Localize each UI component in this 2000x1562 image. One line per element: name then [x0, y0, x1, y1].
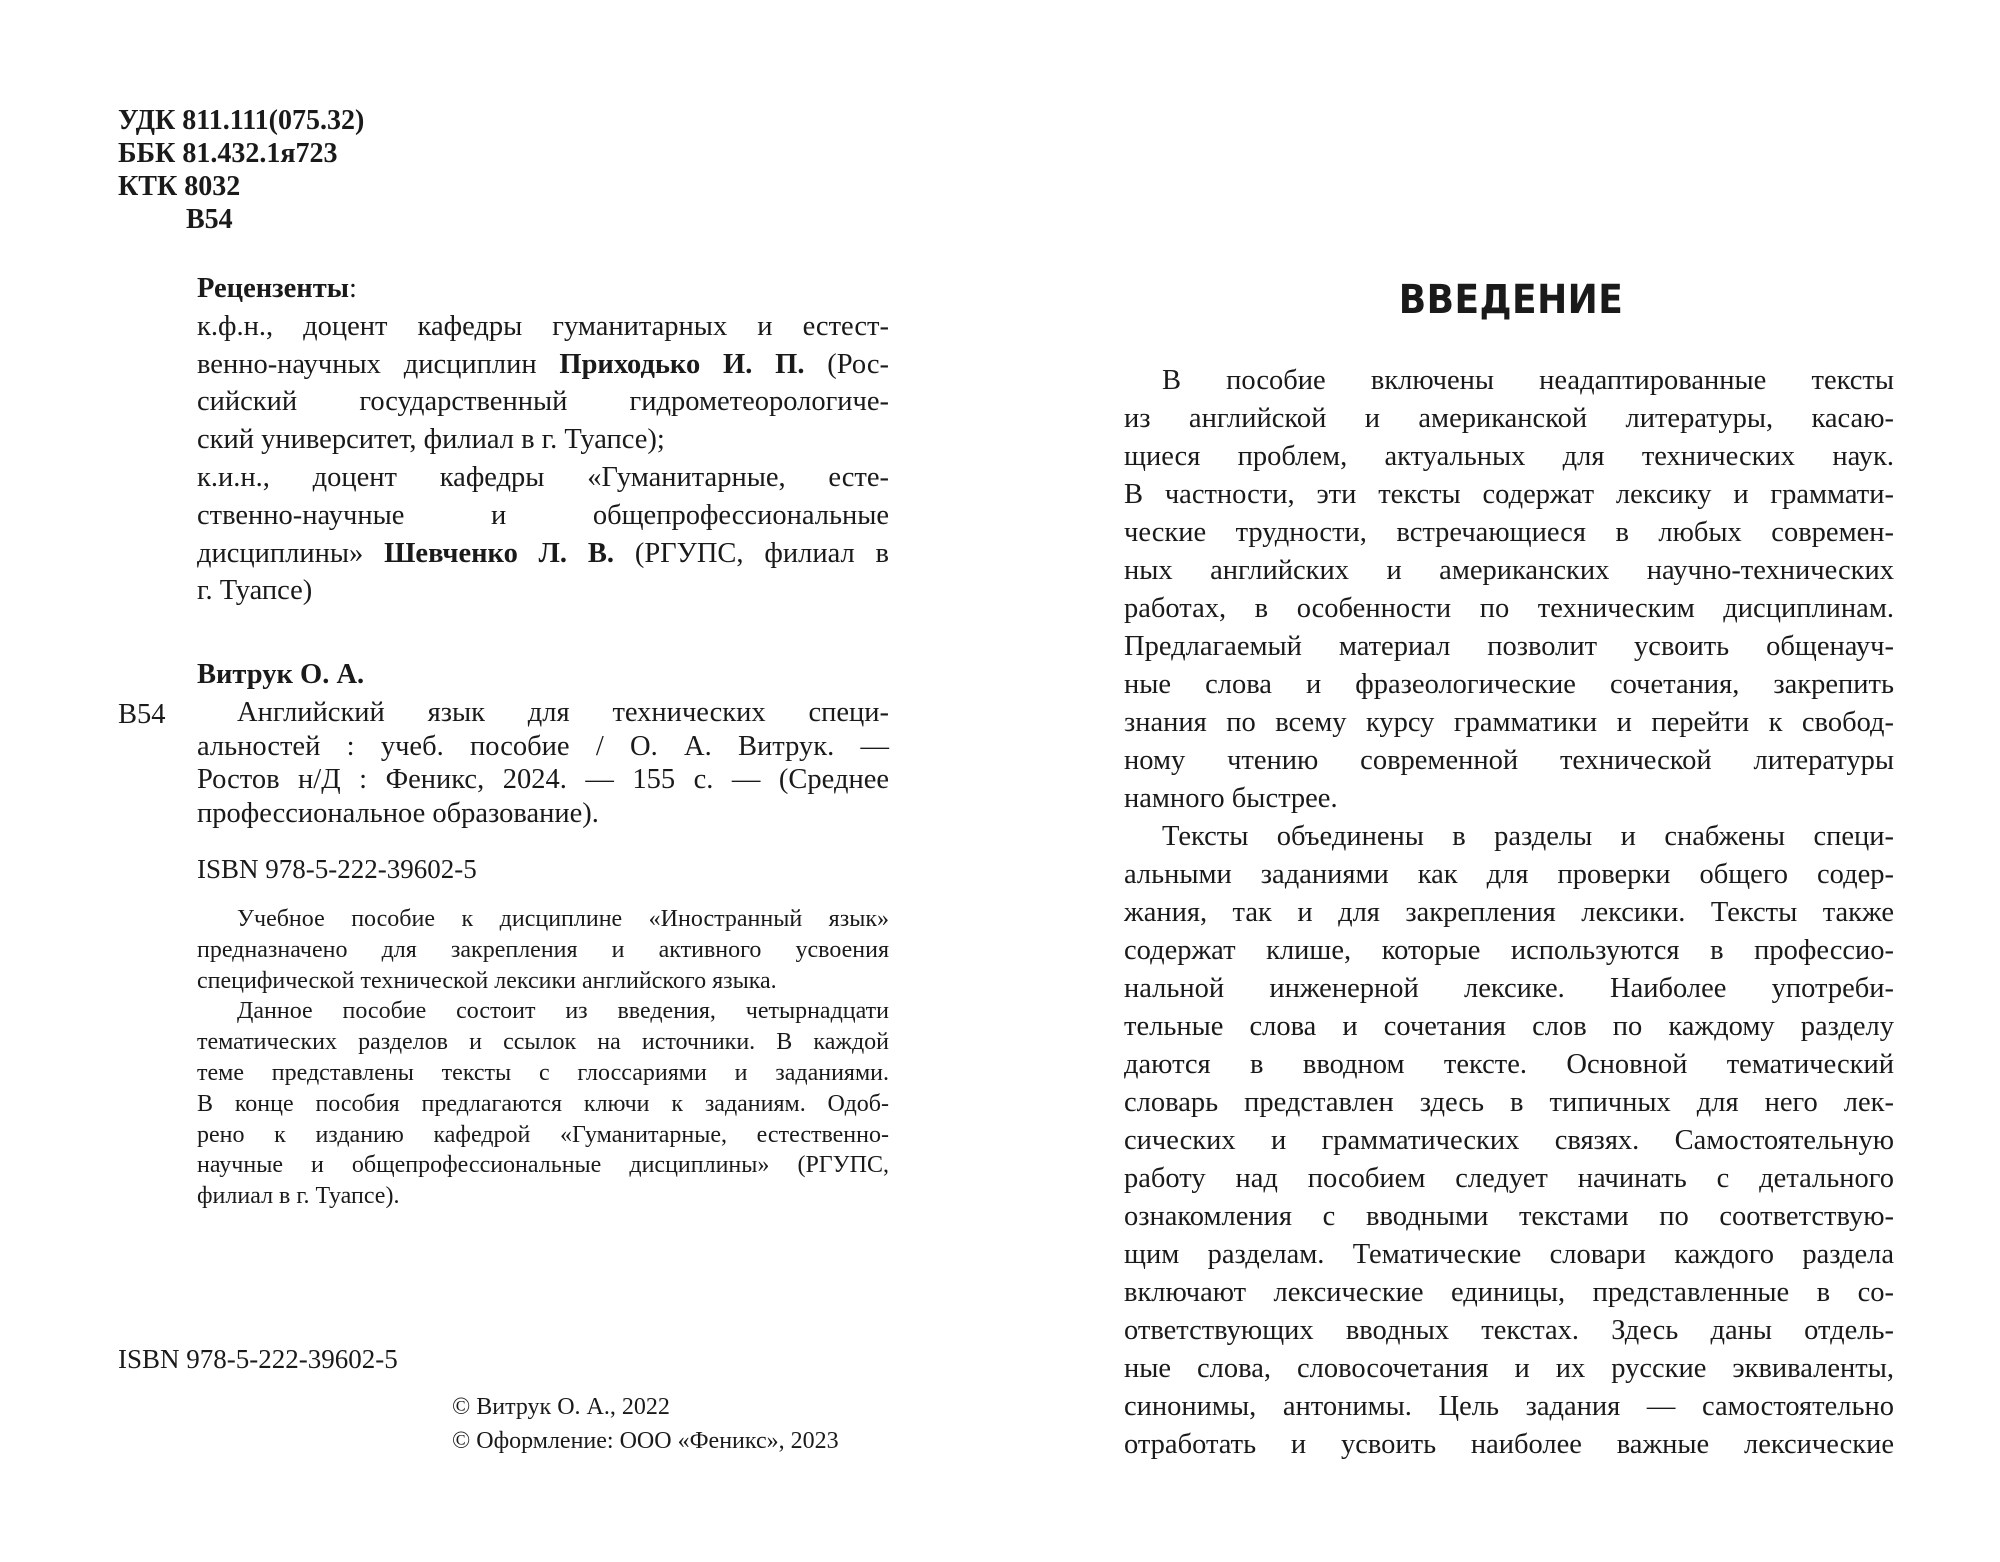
bib-line: Ростов н/Д : Феникс, 2024. — 155 с. — (Среднее: [197, 764, 889, 795]
intro-line: знания по всему курсу грамматики и перейти к свобод-: [1124, 707, 1894, 738]
intro-line: ответствующих вводных текстах. Здесь даны отдель-: [1124, 1315, 1894, 1346]
intro-line: содержат клише, которые используются в профессио-: [1124, 935, 1894, 966]
intro-line: работу над пособием следует начинать с детального: [1124, 1163, 1894, 1194]
intro-line: ческие трудности, встречающиеся в любых современ-: [1124, 517, 1894, 548]
reviewer-2-text: дисциплины»: [197, 537, 385, 569]
intro-line: сических и грамматических связях. Самостоятельную: [1124, 1125, 1894, 1156]
reviewer-1-line-3: сийский государственный гидрометеорологиче-: [197, 386, 889, 418]
intro-line: нальной инженерной лексике. Наиболее употреби-: [1124, 973, 1894, 1004]
intro-line: тельные слова и сочетания слов по каждому разделу: [1124, 1011, 1894, 1042]
intro-line: щим разделам. Тематические словари каждого раздела: [1124, 1239, 1894, 1270]
isbn: ISBN 978-5-222-39602-5: [197, 854, 477, 884]
intro-line: Предлагаемый материал позволит усвоить общенауч-: [1124, 631, 1894, 662]
intro-line: Тексты объединены в разделы и снабжены специ-: [1162, 821, 1894, 852]
bib-author-mark: В54: [118, 699, 166, 730]
udk-code: УДК 811.111(075.32): [118, 105, 365, 136]
intro-line: ные слова, словосочетания и их русские эквиваленты,: [1124, 1353, 1894, 1384]
annotation-line: Учебное пособие к дисциплине «Иностранный язык»: [237, 906, 889, 932]
intro-line: даются в вводном тексте. Основной тематический: [1124, 1049, 1894, 1080]
classification-codes: [118, 104, 364, 236]
reviewer-1-text: венно-научных дисциплин: [197, 348, 560, 380]
annotation-line: рено к изданию кафедрой «Гуманитарные, естественно-: [197, 1121, 889, 1148]
intro-line: жания, так и для закрепления лексики. Тексты также: [1124, 897, 1894, 928]
intro-line: В пособие включены неадаптированные тексты: [1162, 365, 1894, 396]
intro-line: отработать и усвоить наиболее важные лексические: [1124, 1429, 1894, 1460]
bbk-code: ББК 81.432.1я723: [118, 138, 338, 169]
annotation-line: В конце пособия предлагаются ключи к заданиям. Одоб-: [197, 1090, 889, 1117]
intro-line: ных английских и американских научно-технических: [1124, 555, 1894, 586]
copyright-block: [452, 1390, 839, 1458]
reviewer-1-line-1: к.ф.н., доцент кафедры гуманитарных и естест-: [197, 310, 889, 342]
reviewers-heading-colon: :: [348, 273, 357, 304]
reviewer-2-line-4: г. Туапсе): [197, 575, 313, 607]
annotation-line: теме представлены тексты с глоссариями и заданиями.: [197, 1059, 889, 1086]
reviewers-heading: Рецензенты: [197, 273, 349, 304]
reviewer-2-line-1: к.и.н., доцент кафедры «Гуманитарные, есте-: [197, 461, 889, 493]
intro-line: альными заданиями как для проверки общего содер-: [1124, 859, 1894, 890]
annotation-line: научные и общепрофессиональные дисциплины» (РГУПС,: [197, 1152, 889, 1179]
reviewer-2-name: Шевченко Л. В.: [384, 537, 614, 569]
intro-line: работах, в особенности по техническим дисциплинам.: [1124, 593, 1894, 624]
reviewer-1-name: Приходько И. П.: [559, 348, 805, 380]
intro-line: словарь представлен здесь в типичных для него лек-: [1124, 1087, 1894, 1118]
bibliographic-record: [197, 696, 889, 830]
bib-line: профессиональное образование).: [197, 797, 599, 829]
annotation-line: специфической технической лексики английского языка.: [197, 967, 777, 994]
introduction-text: [1124, 362, 1894, 1464]
annotation-line: Данное пособие состоит из введения, четырнадцати: [237, 998, 889, 1025]
annotation-line: тематических разделов и ссылок на источники. В каждой: [197, 1029, 889, 1056]
reviewers-block: [197, 270, 889, 610]
intro-line: щиеся проблем, актуальных для технических наук.: [1124, 441, 1894, 472]
reviewer-2-line-3: [197, 535, 889, 573]
reviewer-1-line-4: ский университет, филиал в г. Туапсе);: [197, 424, 665, 456]
ktk-code: КТК 8032: [118, 171, 241, 202]
intro-line: ному чтению современной технической литературы: [1124, 745, 1894, 776]
copyright-author: © Витрук О. А., 2022: [452, 1394, 670, 1420]
intro-line: включают лексические единицы, представленные в со-: [1124, 1277, 1894, 1308]
intro-line: ознакомления с вводными текстами по соответствую-: [1124, 1201, 1894, 1232]
intro-line: синонимы, антонимы. Цель задания — самостоятельно: [1124, 1391, 1894, 1422]
bib-line: Английский язык для технических специ-: [237, 697, 889, 728]
intro-line: ные слова и фразеологические сочетания, закрепить: [1124, 669, 1894, 700]
reviewer-1-text-after: (Рос-: [804, 348, 890, 380]
reviewer-1-line-2: [197, 346, 889, 384]
chapter-title: ВВЕДЕНИЕ: [1398, 277, 1624, 323]
copyright-design: © Оформление: ООО «Феникс», 2023: [452, 1428, 839, 1454]
intro-line: из английской и американской литературы, касаю-: [1124, 403, 1894, 434]
book-author: Витрук О. А.: [197, 659, 365, 690]
reviewer-2-text-after: (РГУПС, филиал в: [614, 537, 889, 569]
author-mark: В54: [186, 204, 233, 235]
annotation: [197, 904, 889, 1212]
annotation-line: филиал в г. Туапсе).: [197, 1183, 400, 1210]
intro-line: В частности, эти тексты содержат лексику и граммати-: [1124, 479, 1894, 510]
annotation-line: предназначено для закрепления и активного усвоения: [197, 936, 889, 963]
bib-line: альностей : учеб. пособие / О. А. Витрук. —: [197, 730, 889, 762]
intro-line: намного быстрее.: [1124, 783, 1338, 814]
reviewer-2-line-2: ственно-научные и общепрофессиональные: [197, 499, 889, 531]
isbn-bottom: ISBN 978-5-222-39602-5: [118, 1344, 398, 1374]
